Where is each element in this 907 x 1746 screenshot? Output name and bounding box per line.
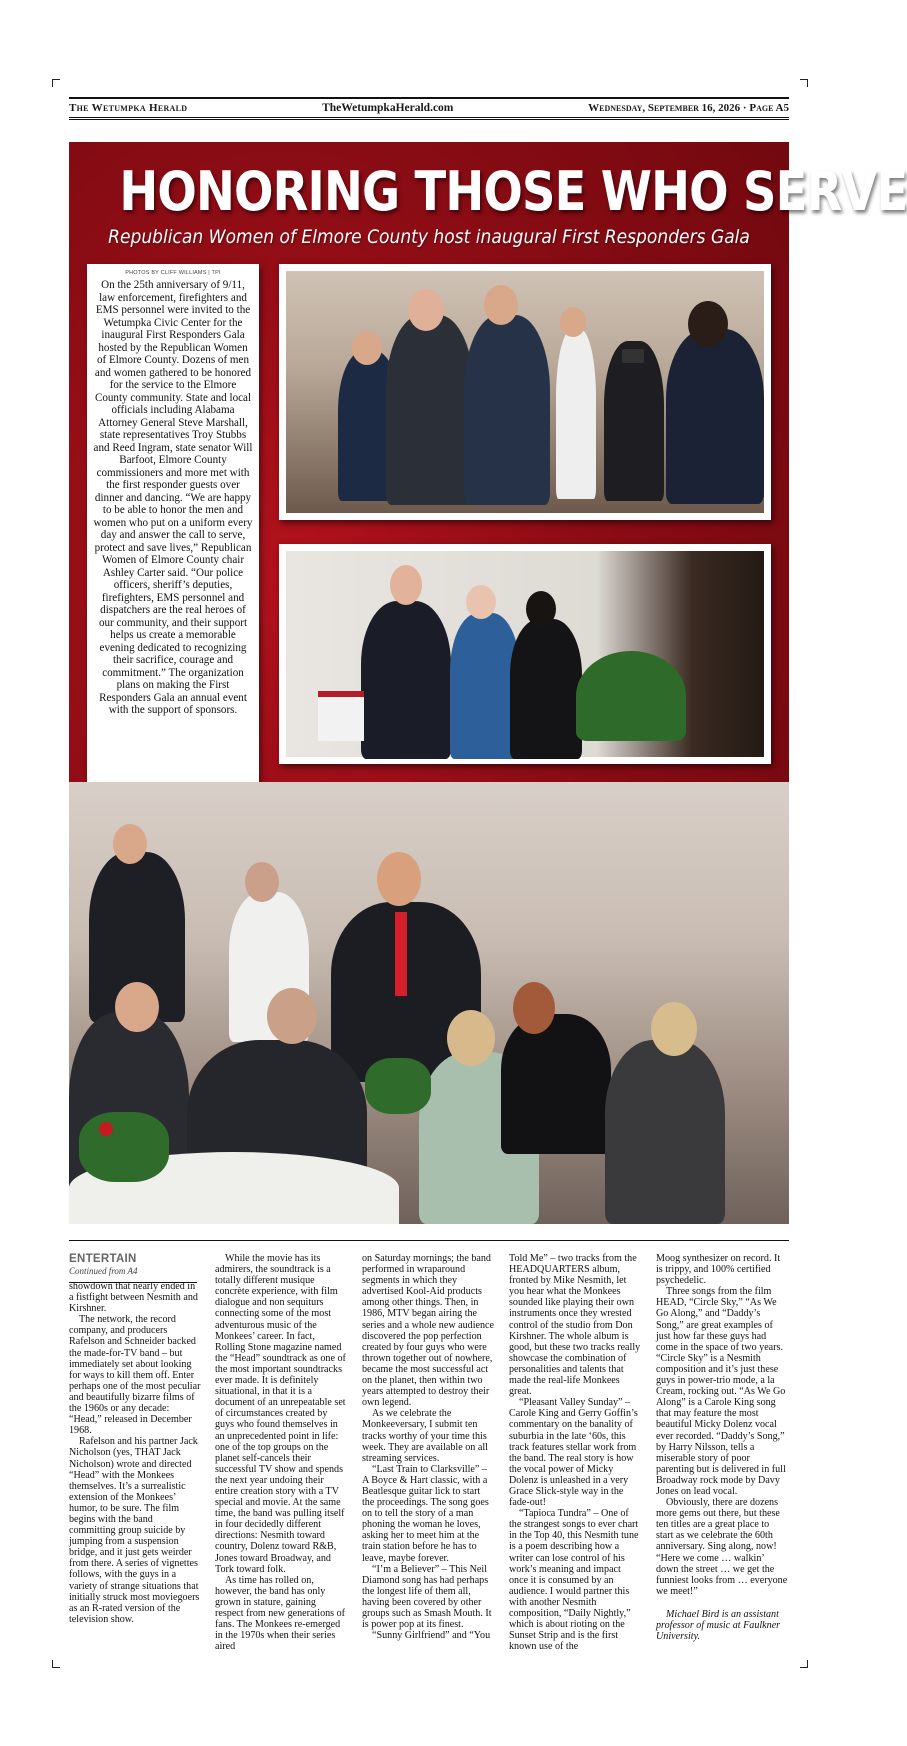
paragraph: As time has rolled on, however, the band has only grown in stature, gaining respect from new generations of fans. The Monkees re-emerged in the 1970s when their series aired bbox=[215, 1574, 346, 1653]
photo-credit: PHOTOS BY CLIFF WILLIAMS | TPI bbox=[125, 270, 221, 276]
gala-photo-officials bbox=[279, 264, 771, 520]
page-folio bbox=[69, 97, 789, 120]
paragraph: The network, the record company, and producers Rafelson and Schneider backed the made-for-TV band – but immediately set about looking for ways to kill them off. Enter perhaps one of the most peculiar and beautifully bizarre films of the 1960s or any decade: “Head,” released in December 1968. bbox=[69, 1314, 201, 1437]
date-page-number: Wednesday, September 16, 2026 · Page A5 bbox=[588, 102, 789, 114]
article-column-5 bbox=[656, 1253, 788, 1642]
article-column-4 bbox=[509, 1253, 641, 1652]
section-label: ENTERTAIN bbox=[69, 1253, 137, 1265]
article-top-rule bbox=[69, 1240, 789, 1241]
photo-feature bbox=[69, 142, 907, 1224]
feature-deck: Republican Women of Elmore County host inaugural First Responders Gala bbox=[108, 226, 750, 248]
feature-story-text: On the 25th anniversary of 9/11, law enforcement, firefighters and EMS personnel were invited to the Wetumpka Civic Center for the inaugural First Responders Gala hosted by the Republican Women of Elmore County. Dozens of men and women gathered to be honored for the service to the Elmore County community. State and local officials including Alabama Attorney General Steve Marshall, state representatives Troy Stubbs and Reed Ingram, state senator Will Barfoot, Elmore County commissioners and more met with the first responder guests over dinner and dancing. “We are happy to be able to honor the men and women who put on a uniform every day and answer the call to serve, protect and save lives,” Republican Women of Elmore County chair Ashley Carter said. “Our police officers, sheriff’s deputies, firefighters, EMS personnel and dispatchers are the real heroes of our community, and their support helps us create a memorable evening dedicated to recognizing their sacrifice, courage and commitment.” The organization plans on making the First Responders Gala an annual event with the support of sponsors. bbox=[93, 279, 253, 716]
jump-header bbox=[69, 1253, 199, 1283]
publication-name: The Wetumpka Herald bbox=[69, 102, 188, 114]
paragraph: on Saturday mornings; the band performed in wraparound segments in which they advertised Kool-Aid products among other things. Then, in 1986, MTV began airing the series and a whole new audience discovered the pop perfection created by four guys who were thrown together out of nowhere, became the most successful act on the planet, then within two years attempted to destroy their own legend. bbox=[362, 1253, 495, 1409]
paragraph: “Sunny Girlfriend” and “You bbox=[372, 1630, 491, 1642]
gala-photo-honorees bbox=[279, 544, 771, 764]
paragraph: Obviously, there are dozens more gems out there, but these ten titles are a great place to start as we celebrate the 60th anniversary. Sing along, now! “Here we come … walkin’ down the street … we get the funniest looks from … everyone we meet!” bbox=[656, 1497, 788, 1597]
paragraph: As we celebrate the Monkeeversary, I submit ten tracks worthy of your time this week. They are available on all streaming services. bbox=[362, 1408, 488, 1464]
paragraph: showdown that nearly ended in a fistfight between Nesmith and Kirshner. bbox=[69, 1281, 198, 1315]
author-byline: Michael Bird is an assistant professor of music at Faulkner University. bbox=[656, 1608, 781, 1643]
gala-photo-dinner bbox=[69, 782, 789, 1224]
crop-mark-top-right bbox=[800, 79, 808, 87]
crop-mark-bottom-left bbox=[52, 1660, 60, 1668]
paragraph: Told Me” – two tracks from the HEADQUARTERS album, fronted by Mike Nesmith, let you hear what the Monkees sounded like playing their own instruments once they wrested control of the studio from Don Kirshner. The whole album is good, but these two tracks really showcase the combination of personalities and talents that made the real-life Monkees great. bbox=[509, 1253, 641, 1398]
continued-from: Continued from A4 bbox=[69, 1266, 138, 1276]
paragraph: “Tapioca Tundra” – One of the strangest songs to ever chart in the Top 40, this Nesmith tune is a poem describing how a writer can lose control of his work’s meaning and impact once it is consumed by an audience. I would partner this with another Nesmith composition, “Daily Nightly,” which is about rioting on the Sunset Strip and is the first known use of the bbox=[509, 1508, 639, 1653]
website-link[interactable]: TheWetumpkaHerald.com bbox=[322, 102, 454, 114]
feature-story-box bbox=[87, 264, 259, 792]
paragraph: “Last Train to Clarksville” – A Boyce & Hart classic, with a Beatlesque guitar lick to start the proceedings. The song goes on to tell the story of a man phoning the woman he loves, asking her to meet him at the train station before he has to leave, maybe forever. bbox=[362, 1463, 489, 1564]
crop-mark-bottom-right bbox=[800, 1660, 808, 1668]
paragraph: Moog synthesizer on record. It is trippy, and 100% certified psychedelic. bbox=[656, 1253, 781, 1287]
crop-mark-top-left bbox=[52, 79, 60, 87]
paragraph: While the movie has its admirers, the soundtrack is a totally different musique concrète experience, with film dialogue and non sequiturs connecting some of the most adventurous music of the Monkees’ career. In fact, Rolling Stone magazine named the “Head” soundtrack as one of the most important soundtracks ever made. It is definitely situational, in that it is a document of an unrepeatable set of circumstances created by guys who found themselves in an unprecedented point in life: one of the top groups on the planet self-cancels their successful TV show and spends the next year undoing their entire creation story with a TV special and movie. At the same time, the band was pulling itself in four decidedly different directions: Nesmith toward country, Dolenz toward R&B, Jones toward Broadway, and Tork toward folk. bbox=[215, 1253, 346, 1575]
article-column-2 bbox=[215, 1253, 347, 1652]
article-column-3 bbox=[362, 1253, 494, 1641]
article-column-1 bbox=[69, 1281, 201, 1625]
paragraph: Rafelson and his partner Jack Nicholson (yes, THAT Jack Nicholson) wrote and directed “Head” with the Monkees themselves. It’s a surrealistic extension of the Monkees’ humor, to be sure. The film begins with the band committing group suicide by jumping from a suspension bridge, and it just gets weirder from there. A series of vignettes follows, with the guys in a variety of strange situations that initially struck most moviegoers as an R-rated version of the television show. bbox=[69, 1436, 200, 1625]
feature-headline: HONORING THOSE WHO SERVE bbox=[119, 160, 907, 223]
paragraph: Three songs from the film HEAD, “Circle Sky,” “As We Go Along,” and “Daddy’s Song,” are great examples of just how far these guys had come in the space of two years. “Circle Sky” is a Nesmith composition and it’s just these guys in power-trio mode, a la Cream, rocking out. “As We Go Along” is a Carole King song that may feature the most beautiful Micky Dolenz vocal ever recorded. “Daddy’s Song,” by Harry Nilsson, tells a miserable story of poor parenting but is delivered in full Broadway rock mode by Davy Jones on lead vocal. bbox=[656, 1286, 786, 1497]
paragraph: “I’m a Believer” – This Neil Diamond song has had perhaps the longest life of them all, having been covered by other groups such as Smash Mouth. It is power pop at its finest. bbox=[362, 1563, 492, 1631]
paragraph: “Pleasant Valley Sunday” – Carole King and Gerry Goffin’s commentary on the banality of suburbia in the late ‘60s, this track features stellar work from the band. The real story is how the vocal power of Micky Dolenz is unleashed in a very Grace Slick-style way in the fade-out! bbox=[509, 1397, 638, 1509]
